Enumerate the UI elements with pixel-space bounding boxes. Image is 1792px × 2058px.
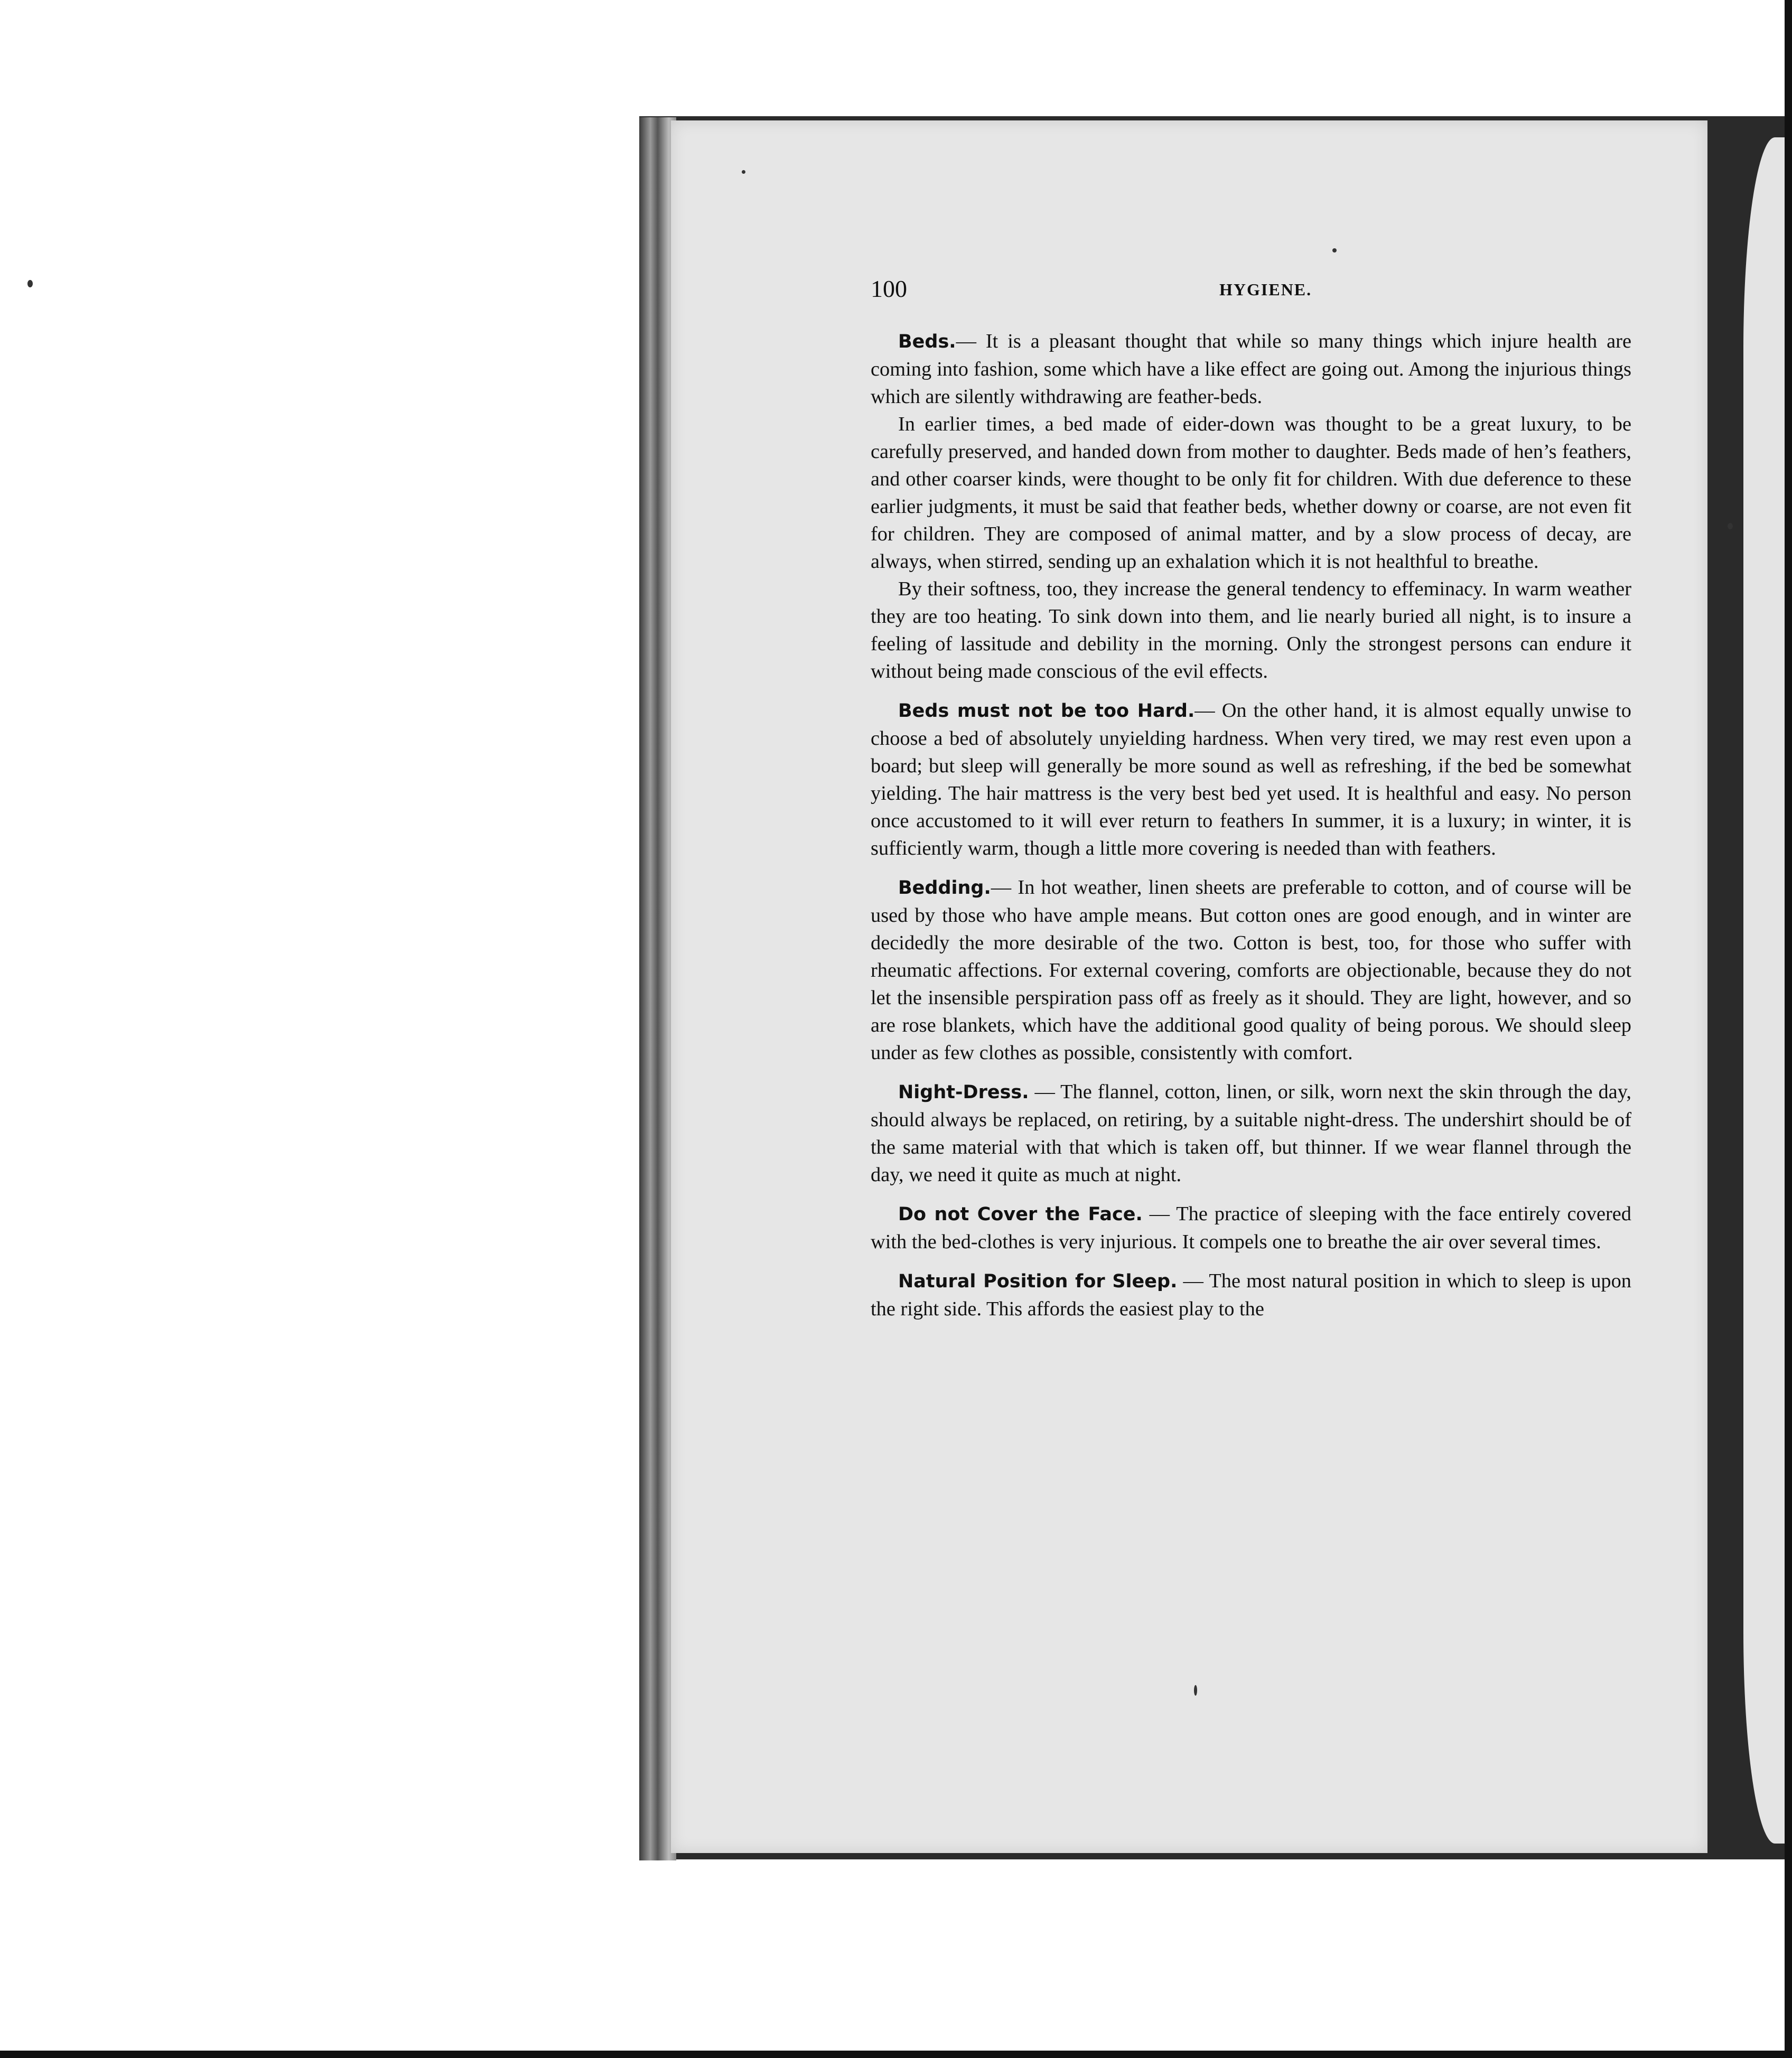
paragraph-text: — The practice of sleeping with the face entirely covered with the bed-clothes is very injurious. It compels one to breathe the air over several times. bbox=[871, 1203, 1631, 1253]
scan-speck bbox=[1194, 1685, 1197, 1696]
paragraph-text: By their softness, too, they increase the general tendency to effeminacy. In warm weather they are too heating. To sink down into them, and lie nearly buried all night, is to insure a feeling of lassitude and debility in the morning. Only the strongest persons can endure it without being made conscious of the evil effects. bbox=[871, 578, 1631, 682]
page-header bbox=[871, 275, 1631, 312]
paragraph-text: — On the other hand, it is almost equally unwise to choose a bed of absolutely unyielding hardness. When very tired, we may rest even upon a board; but sleep will generally be more sound as well as refreshing, if the bed be somewhat yielding. The hair mattress is the very best bed yet used. It is healthful and easy. No person once accustomed to it will ever return to feathers In summer, it is a luxury; in winter, it is sufficiently warm, though a little more covering is needed than with feathers. bbox=[871, 699, 1631, 859]
paragraph-text: In earlier times, a bed made of eider-down was thought to be a great luxury, to be carefully preserved, and handed down from mother to daughter. Beds made of hen’s feathers, and other coarser kinds, were thought to be only fit for children. With due deference to these earlier judgments, it must be said that feather beds, whether downy or coarse, are not even fit for children. They are composed of animal matter, and by a slow process of decay, are always, when stirred, sending up an exhalation which it is not healthful to breathe. bbox=[871, 413, 1631, 573]
section-heading: Beds must not be too Hard. bbox=[898, 700, 1195, 722]
paragraph bbox=[871, 1267, 1631, 1323]
scan-border-bottom bbox=[0, 2051, 1792, 2058]
body-text bbox=[871, 328, 1631, 1323]
section-heading: Natural Position for Sleep. bbox=[898, 1271, 1178, 1292]
section-heading: Beds. bbox=[898, 331, 956, 352]
paragraph-text: — The flannel, cotton, linen, or silk, worn next the skin through the day, should always be replaced, on retiring, by a suitable night-dress. The undershirt should be of the same material with that which is taken off, but thinner. If we wear flannel through the day, we need it quite as much at night. bbox=[871, 1081, 1631, 1186]
paragraph-text: — The most natural position in which to sleep is upon the right side. This affords the easiest play to the bbox=[871, 1270, 1631, 1320]
paragraph bbox=[871, 410, 1631, 575]
section-heading: Do not Cover the Face. bbox=[898, 1204, 1143, 1225]
paragraph bbox=[871, 697, 1631, 862]
section-heading: Bedding. bbox=[898, 877, 991, 899]
running-head: HYGIENE. bbox=[1219, 280, 1312, 299]
page-number: 100 bbox=[871, 275, 907, 302]
paragraph bbox=[871, 328, 1631, 410]
scan-border-right bbox=[1785, 0, 1792, 2058]
paragraph bbox=[871, 1078, 1631, 1189]
paragraph-text: — In hot weather, linen sheets are preferable to cotton, and of course will be used by those who have ample means. But cotton ones are good enough, and in winter are decidedly the more desirable of the two. Cotton is best, too, for those who suffer with rheumatic affections. For external covering, comforts are objectionable, because they do not let the insensible perspiration pass off as freely as it should. They are light, however, and so are rose blankets, which have the additional good quality of being porous. We should sleep under as few clothes as possible, consistently with comfort. bbox=[871, 876, 1631, 1064]
paragraph bbox=[871, 575, 1631, 685]
paragraph bbox=[871, 1200, 1631, 1256]
scan-speck bbox=[742, 170, 745, 174]
scan-speck bbox=[1332, 248, 1337, 252]
section-heading: Night-Dress. bbox=[898, 1082, 1029, 1103]
scan-speck bbox=[1728, 523, 1733, 529]
scan-speck bbox=[27, 280, 33, 287]
paragraph bbox=[871, 874, 1631, 1067]
paragraph-text: — It is a pleasant thought that while so many things which injure health are coming into fashion, some which have a like effect are going out. Among the injurious things which are silently withdrawing are feather-beds. bbox=[871, 330, 1631, 408]
